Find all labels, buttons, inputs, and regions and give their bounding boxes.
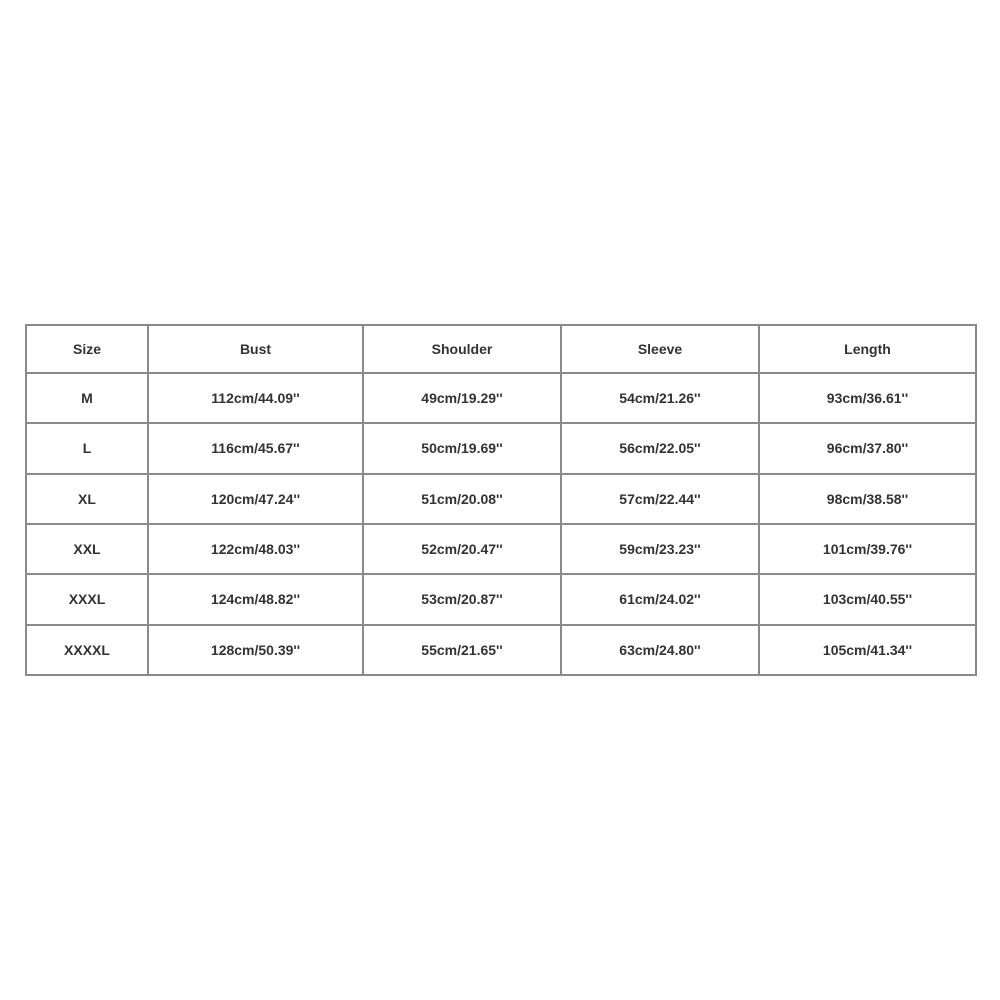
cell-length: 105cm/41.34'' xyxy=(759,625,976,675)
cell-length: 103cm/40.55'' xyxy=(759,574,976,624)
cell-shoulder: 53cm/20.87'' xyxy=(363,574,561,624)
cell-size: XXL xyxy=(26,524,148,574)
cell-size: XXXXL xyxy=(26,625,148,675)
table-header-row xyxy=(26,325,976,373)
cell-bust: 120cm/47.24'' xyxy=(148,474,363,524)
cell-length: 93cm/36.61'' xyxy=(759,373,976,423)
table-row xyxy=(26,524,976,574)
cell-size: XL xyxy=(26,474,148,524)
header-bust: Bust xyxy=(148,325,363,373)
table-row xyxy=(26,574,976,624)
table-row xyxy=(26,423,976,473)
cell-length: 101cm/39.76'' xyxy=(759,524,976,574)
cell-shoulder: 49cm/19.29'' xyxy=(363,373,561,423)
cell-bust: 112cm/44.09'' xyxy=(148,373,363,423)
cell-sleeve: 57cm/22.44'' xyxy=(561,474,759,524)
header-length: Length xyxy=(759,325,976,373)
cell-shoulder: 52cm/20.47'' xyxy=(363,524,561,574)
cell-shoulder: 51cm/20.08'' xyxy=(363,474,561,524)
cell-sleeve: 56cm/22.05'' xyxy=(561,423,759,473)
cell-length: 98cm/38.58'' xyxy=(759,474,976,524)
cell-size: XXXL xyxy=(26,574,148,624)
cell-bust: 122cm/48.03'' xyxy=(148,524,363,574)
cell-sleeve: 61cm/24.02'' xyxy=(561,574,759,624)
cell-shoulder: 50cm/19.69'' xyxy=(363,423,561,473)
header-size: Size xyxy=(26,325,148,373)
cell-size: L xyxy=(26,423,148,473)
table-row xyxy=(26,373,976,423)
cell-sleeve: 63cm/24.80'' xyxy=(561,625,759,675)
cell-shoulder: 55cm/21.65'' xyxy=(363,625,561,675)
cell-bust: 124cm/48.82'' xyxy=(148,574,363,624)
table-row xyxy=(26,474,976,524)
cell-sleeve: 54cm/21.26'' xyxy=(561,373,759,423)
header-shoulder: Shoulder xyxy=(363,325,561,373)
cell-bust: 116cm/45.67'' xyxy=(148,423,363,473)
cell-bust: 128cm/50.39'' xyxy=(148,625,363,675)
cell-length: 96cm/37.80'' xyxy=(759,423,976,473)
table-row xyxy=(26,625,976,675)
cell-sleeve: 59cm/23.23'' xyxy=(561,524,759,574)
cell-size: M xyxy=(26,373,148,423)
header-sleeve: Sleeve xyxy=(561,325,759,373)
size-chart-table xyxy=(25,324,977,676)
